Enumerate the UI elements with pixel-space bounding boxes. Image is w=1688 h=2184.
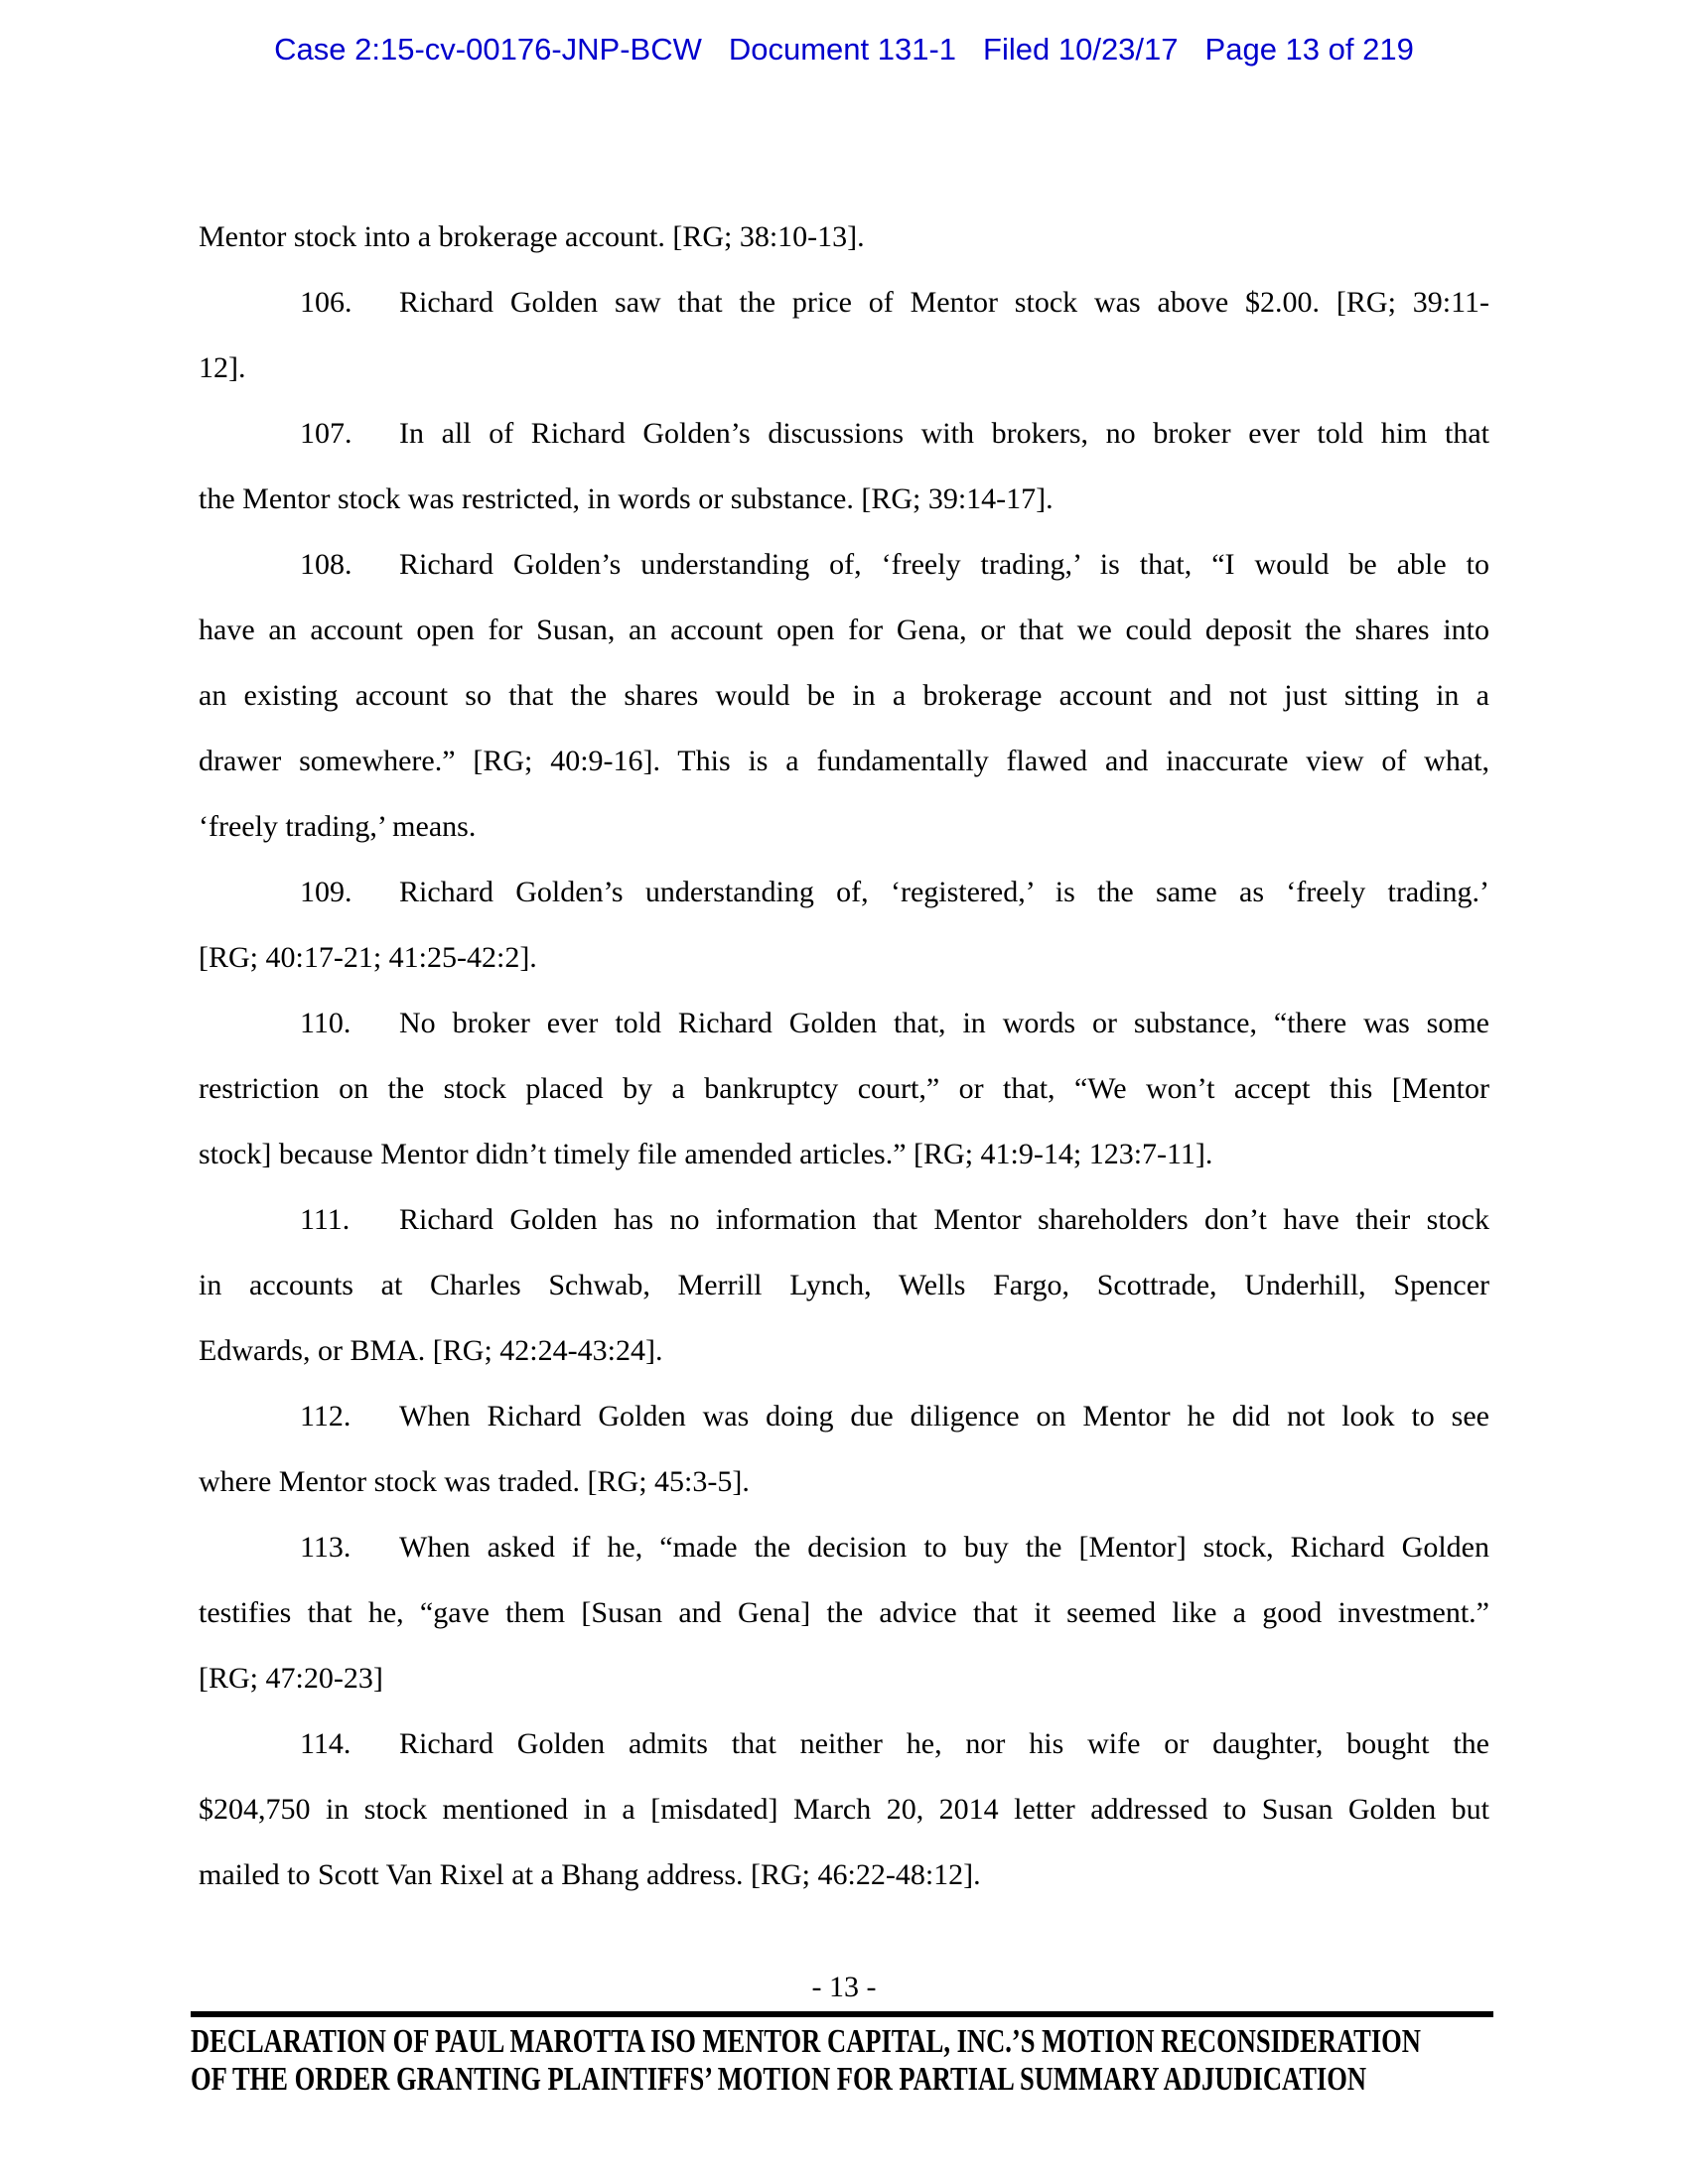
- pacer-stamp-header: [0, 30, 1688, 69]
- paragraph-number: 114.: [300, 1727, 352, 1760]
- document-line: mailed to Scott Van Rixel at a Bhang address. [RG; 46:22-48:12].: [199, 1858, 981, 1891]
- document-line: in accounts at Charles Schwab, Merrill Lynch, Wells Fargo, Scottrade, Underhill, Spencer: [199, 1269, 1489, 1301]
- document-line: 109. Richard Golden’s understanding of, ‘registered,’ is the same as ‘freely trading.’: [199, 860, 1489, 925]
- document-line: drawer somewhere.” [RG; 40:9-16]. This is a fundamentally flawed and inaccurate view of what,: [199, 745, 1489, 777]
- paragraph-number: 107.: [300, 417, 352, 450]
- document-line: $204,750 in stock mentioned in a [misdated] March 20, 2014 letter addressed to Susan Golden but: [199, 1793, 1489, 1826]
- filed-date: Filed 10/23/17: [983, 32, 1179, 67]
- document-line: [RG; 47:20-23]: [199, 1662, 383, 1695]
- document-line: the Mentor stock was restricted, in words or substance. [RG; 39:14-17].: [199, 482, 1054, 515]
- document-number: Document 131-1: [728, 32, 957, 67]
- document-line: 106. Richard Golden saw that the price of Mentor stock was above $2.00. [RG; 39:11-: [199, 270, 1489, 336]
- footer-divider: [191, 2011, 1493, 2017]
- document-line: restriction on the stock placed by a bankruptcy court,” or that, “We won’t accept this [Mentor: [199, 1072, 1489, 1105]
- document-line: have an account open for Susan, an account open for Gena, or that we could deposit the shares into: [199, 614, 1489, 646]
- document-line: Mentor stock into a brokerage account. [RG; 38:10-13].: [199, 220, 865, 253]
- document-line: testifies that he, “gave them [Susan and Gena] the advice that it seemed like a good investment.”: [199, 1596, 1489, 1629]
- paragraph-number: 106.: [300, 286, 352, 319]
- document-line: 107. In all of Richard Golden’s discussions with brokers, no broker ever told him that: [199, 401, 1489, 467]
- paragraph-number: 111.: [300, 1203, 351, 1236]
- page-of-total: Page 13 of 219: [1204, 32, 1414, 67]
- document-line: Edwards, or BMA. [RG; 42:24-43:24].: [199, 1334, 663, 1367]
- document-line: stock] because Mentor didn’t timely file amended articles.” [RG; 41:9-14; 123:7-11].: [199, 1138, 1213, 1170]
- document-line: 114. Richard Golden admits that neither he, nor his wife or daughter, bought the: [199, 1711, 1489, 1777]
- document-line: 112. When Richard Golden was doing due diligence on Mentor he did not look to see: [199, 1384, 1489, 1449]
- case-number: Case 2:15-cv-00176-JNP-BCW: [274, 32, 702, 67]
- document-line: 113. When asked if he, “made the decision to buy the [Mentor] stock, Richard Golden: [199, 1515, 1489, 1580]
- document-line: an existing account so that the shares would be in a brokerage account and not just sitting in a: [199, 679, 1489, 712]
- paragraph-number: 112.: [300, 1400, 352, 1433]
- document-line: 110. No broker ever told Richard Golden that, in words or substance, “there was some: [199, 991, 1489, 1056]
- document-line: [RG; 40:17-21; 41:25-42:2].: [199, 941, 537, 974]
- document-line: 111. Richard Golden has no information that Mentor shareholders don’t have their stock: [199, 1187, 1489, 1253]
- paragraph-number: 108.: [300, 548, 352, 581]
- page-number: - 13 -: [811, 1971, 877, 2003]
- document-title-line-1: DECLARATION OF PAUL MAROTTA ISO MENTOR CAPITAL, INC.’S MOTION RECONSIDERATION: [191, 2023, 1421, 2060]
- document-body: [199, 205, 1489, 1908]
- document-line: ‘freely trading,’ means.: [199, 810, 477, 843]
- paragraph-number: 109.: [300, 876, 352, 908]
- document-line: 108. Richard Golden’s understanding of, ‘freely trading,’ is that, “I would be able to: [199, 532, 1489, 598]
- paragraph-number: 113.: [300, 1531, 352, 1564]
- document-line: 12].: [199, 351, 246, 384]
- document-title-line-2: OF THE ORDER GRANTING PLAINTIFFS’ MOTION FOR PARTIAL SUMMARY ADJUDICATION: [191, 2061, 1366, 2098]
- document-line: where Mentor stock was traded. [RG; 45:3-5].: [199, 1465, 750, 1498]
- paragraph-number: 110.: [300, 1007, 352, 1039]
